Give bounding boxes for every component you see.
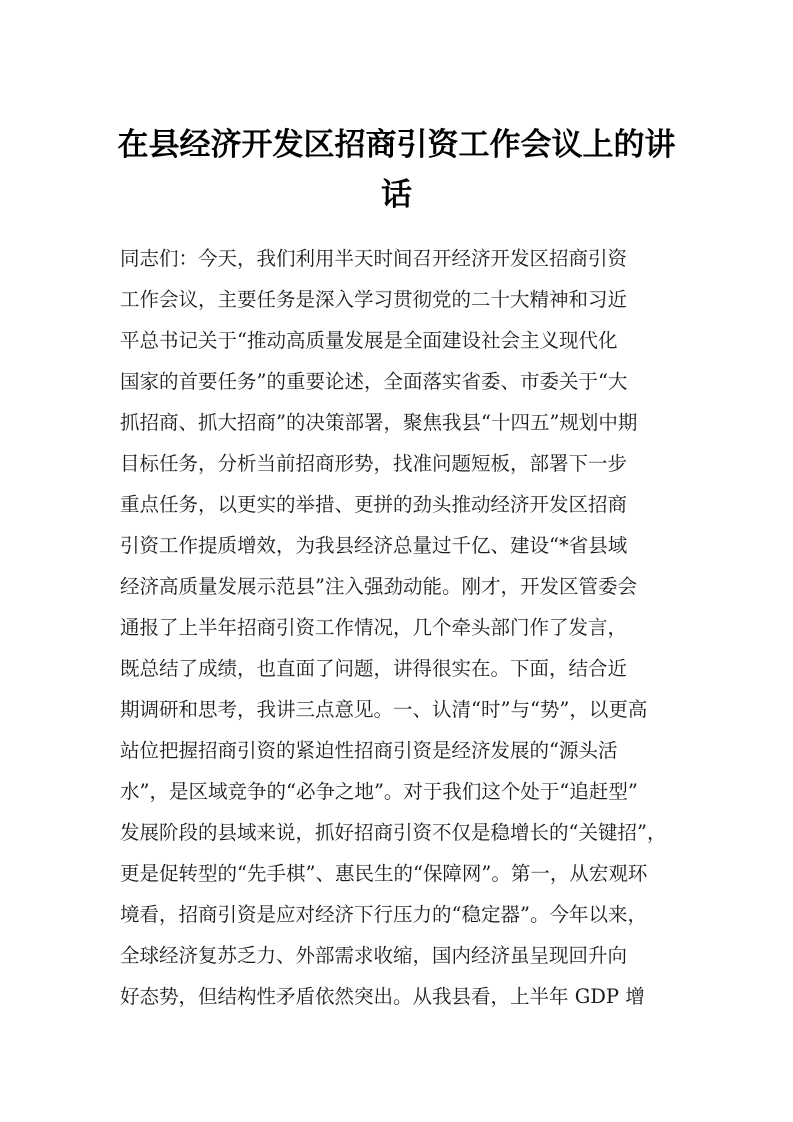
body-line: 期调研和思考，我讲三点意见。一、认清“时”与“势”，以更高 xyxy=(120,698,648,721)
body-line: 平总书记关于“推动高质量发展是全面建设社会主义现代化 xyxy=(120,329,618,352)
body-line: 引资工作提质增效，为我县经济总量过千亿、建设“*省县域 xyxy=(120,534,628,557)
body-line: 既总结了成绩，也直面了问题，讲得很实在。下面，结合近 xyxy=(120,657,628,680)
body-line: 国家的首要任务”的重要论述，全面落实省委、市委关于“大 xyxy=(120,370,628,393)
body-line: 好态势，但结构性矛盾依然突出。从我县看，上半年 GDP 增 xyxy=(120,985,645,1008)
body-line: 同志们：今天，我们利用半天时间召开经济开发区招商引资 xyxy=(120,247,628,270)
body-line: 工作会议，主要任务是深入学习贯彻党的二十大精神和习近 xyxy=(120,288,628,311)
body-line: 目标任务，分析当前招商形势，找准问题短板，部署下一步 xyxy=(120,452,628,475)
body-line: 重点任务，以更实的举措、更拼的劲头推动经济开发区招商 xyxy=(120,493,628,516)
document-title-line-1: 在县经济开发区招商引资工作会议上的讲 xyxy=(117,127,676,163)
body-line: 境看，招商引资是应对经济下行压力的“稳定器”。今年以来， xyxy=(120,903,647,926)
body-line: 发展阶段的县域来说，抓好招商引资不仅是稳增长的“关键招”， xyxy=(120,821,667,844)
body-line: 更是促转型的“先手棋”、惠民生的“保障网”。第一，从宏观环 xyxy=(120,862,648,885)
document-title-line-2: 话 xyxy=(381,177,412,213)
body-line: 全球经济复苏乏力、外部需求收缩，国内经济虽呈现回升向 xyxy=(120,944,628,967)
body-line: 水”，是区域竞争的“必争之地”。对于我们这个处于“追赶型” xyxy=(120,780,638,803)
body-line: 经济高质量发展示范县”注入强劲动能。刚才，开发区管委会 xyxy=(120,575,637,598)
body-line: 站位把握招商引资的紧迫性招商引资是经济发展的“源头活 xyxy=(120,739,618,762)
body-line: 抓招商、抓大招商”的决策部署，聚焦我县“十四五”规划中期 xyxy=(120,411,638,434)
body-line: 通报了上半年招商引资工作情况，几个牵头部门作了发言， xyxy=(120,616,628,639)
